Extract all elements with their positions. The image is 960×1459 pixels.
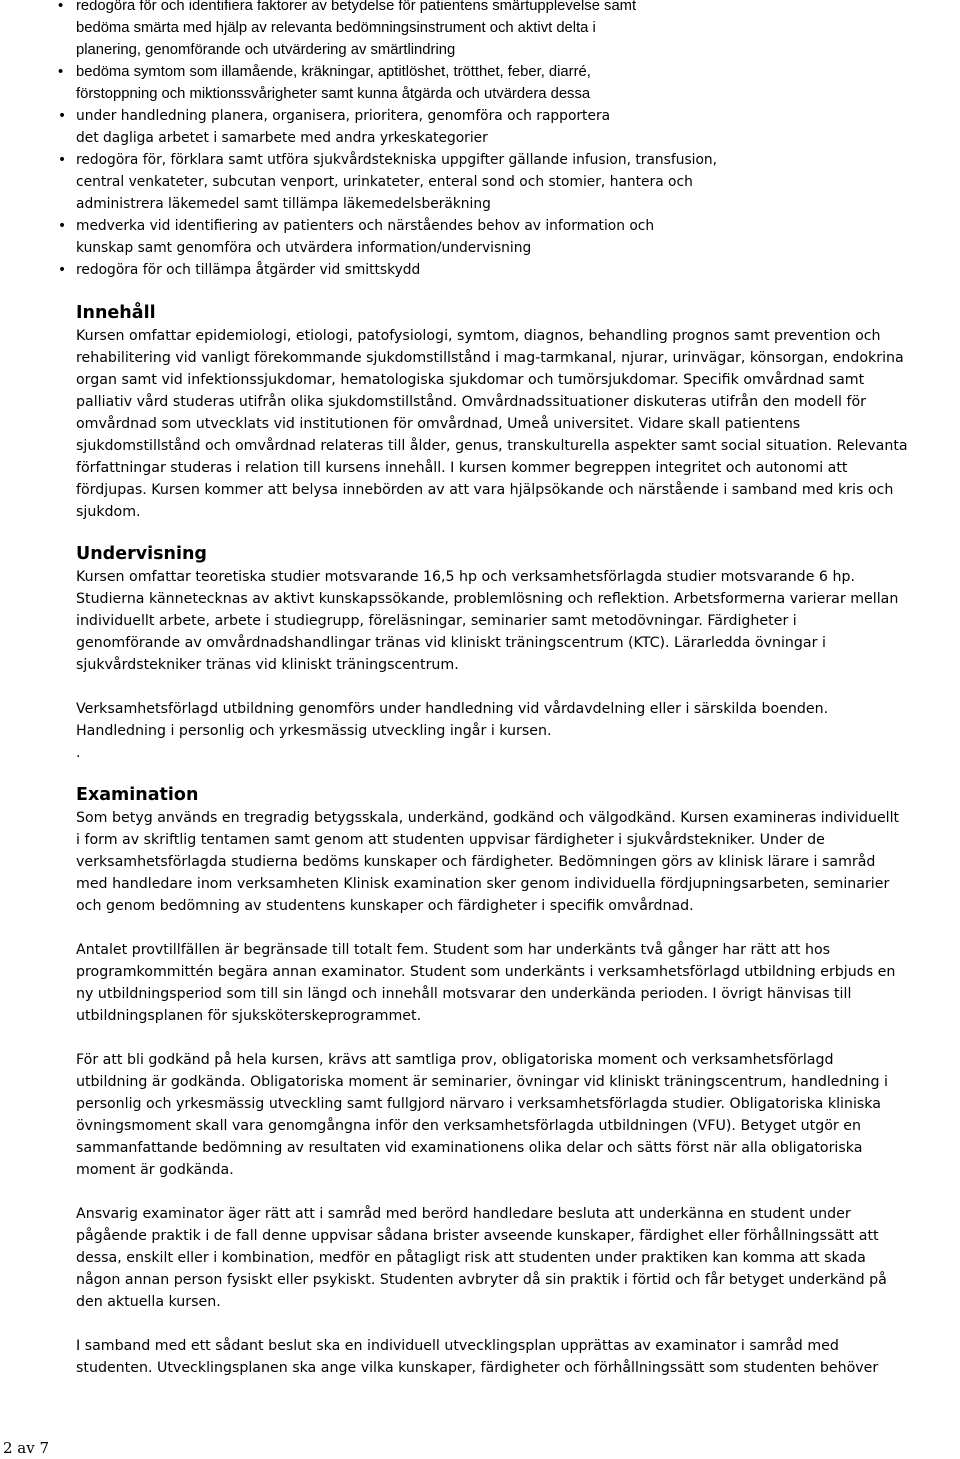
page-number: 2 av 7 xyxy=(3,1439,50,1457)
section-paragraph: Som betyg används en tregradig betygsskala, underkänd, godkänd och välgodkänd. Kursen examineras individuellt i form av skriftlig tentamen samt genom att studenten uppvisar färdigheter i sjukvårdstekniker. Under de verksamhetsförlagda studierna bedöms kunskaper och färdigheter. Bedömningen görs av klinisk lärare i samråd med handledare inom verksamheten Klinisk examination sker genom individuella fördjupningsarbeten, seminarier och genom bedömning av studentens kunskaper och färdigheter i specifik omvårdnad. xyxy=(76,810,900,914)
list-item: • bedöma symtom som illamående, kräkningar, aptitlöshet, trötthet, feber, diarré, förstoppning och miktionssvårigheter samt kunna åtgärda och utvärdera dessa xyxy=(58,61,938,105)
section-paragraph: I samband med ett sådant beslut ska en individuell utvecklingsplan upprättas av examinator i samråd med studenten. Utvecklingsplanen ska ange vilka kunskaper, färdigheter och förhållningssätt som studenten behöver xyxy=(76,1338,879,1376)
list-item: • under handledning planera, organisera, prioritera, genomföra och rapportera det dagliga arbetet i samarbete med andra yrkeskategorier xyxy=(58,105,938,149)
section-heading: Undervisning xyxy=(76,544,207,564)
section-undervisning xyxy=(76,542,956,764)
section-paragraph: Ansvarig examinator äger rätt att i samråd med berörd handledare besluta att underkänna en student under pågående praktik i de fall denne uppvisar sådana brister avseende kunskaper, färdighet eller förhållningssätt att dessa, enskilt eller i kombination, medför en påtagligt risk att studenten under praktiken kan komma att skada någon annan person fysiskt eller psykiskt. Studenten avbryter då sin praktik i förtid och får betyget underkänd på den aktuella kursen. xyxy=(76,1206,887,1310)
learning-outcomes-list xyxy=(58,0,938,281)
section-paragraph: Antalet provtillfällen är begränsade till totalt fem. Student som har underkänts två gånger har rätt att hos programkommittén begära annan examinator. Student som underkänts i verksamhetsförlagd utbildning erbjuds en ny utbildningsperiod som till sin längd och innehåll motsvarar den underkända perioden. I övrigt hänvisas till utbildningsplanen för sjuksköterskeprogrammet. xyxy=(76,942,896,1024)
section-paragraph: Verksamhetsförlagd utbildning genomförs under handledning vid vårdavdelning eller i särskilda boenden. Handledning i personlig och yrkesmässig utveckling ingår i kursen. . xyxy=(76,701,829,761)
list-item: • medverka vid identifiering av patienters och närståendes behov av information och kunskap samt genomföra och utvärdera information/undervisning xyxy=(58,215,938,259)
section-heading: Innehåll xyxy=(76,303,156,323)
section-paragraph: Kursen omfattar teoretiska studier motsvarande 16,5 hp och verksamhetsförlagda studier motsvarande 6 hp. Studierna kännetecknas av aktivt kunskapssökande, problemlösning och reflektion. Arbetsformerna varierar mellan individuellt arbete, arbete i studiegrupp, föreläsningar, seminarier samt metodövningar. Färdigheter i genomförande av omvårdnadshandlingar tränas vid kliniskt träningscentrum (KTC). Lärarledda övningar i sjukvårdstekniker tränas vid kliniskt träningscentrum. xyxy=(76,569,899,673)
section-heading: Examination xyxy=(76,785,199,805)
list-item: • redogöra för och identifiera faktorer av betydelse för patientens smärtupplevelse samt bedöma smärta med hjälp av relevanta bedömningsinstrument och aktivt delta i planering, genomförande och utvärdering av smärtlindring xyxy=(58,0,938,61)
section-paragraph: Kursen omfattar epidemiologi, etiologi, patofysiologi, symtom, diagnos, behandling prognos samt prevention och rehabilitering vid vanligt förekommande sjukdomstillstånd i mag-tarmkanal, njurar, urinvägar, könsorgan, endokrina organ samt vid infektionssjukdomar, hematologiska sjukdomar och tumörsjukdomar. Specifik omvårdnad samt palliativ vård studeras utifrån olika sjukdomstillstånd. Omvårdnadssituationer diskuteras utifrån den modell för omvårdnad som utvecklats vid institutionen för omvårdnad, Umeå universitet. Vidare skall patientens sjukdomstillstånd och omvårdnad relateras till ålder, genus, transkulturella aspekter samt social situation. Relevanta författningar studeras i relation till kursens innehåll. I kursen kommer begreppen integritet och autonomi att fördjupas. Kursen kommer att belysa innebörden av att vara hjälpsökande och närstående i samband med kris och sjukdom. xyxy=(76,328,908,520)
list-item: • redogöra för och tillämpa åtgärder vid smittskydd xyxy=(58,259,938,281)
section-examination xyxy=(76,783,956,1379)
section-paragraph: För att bli godkänd på hela kursen, krävs att samtliga prov, obligatoriska moment och verksamhetsförlagd utbildning är godkända. Obligatoriska moment är seminarier, övningar vid kliniskt träningscentrum, handledning i personlig och yrkesmässig utveckling samt fullgjord närvaro i verksamhetsförlagda studier. Obligatoriska kliniska övningsmoment skall vara genomgångna inför den verksamhetsförlagda utbildningen (VFU). Betyget utgör en sammanfattande bedömning av resultaten vid examinationens olika delar och sätts först när alla obligatoriska moment är godkända. xyxy=(76,1052,888,1178)
list-item: • redogöra för, förklara samt utföra sjukvårdstekniska uppgifter gällande infusion, transfusion, central venkateter, subcutan venport, urinkateter, enteral sond och stomier, hantera och administrera läkemedel samt tillämpa läkemedelsberäkning xyxy=(58,149,938,215)
section-innehall xyxy=(76,301,956,523)
